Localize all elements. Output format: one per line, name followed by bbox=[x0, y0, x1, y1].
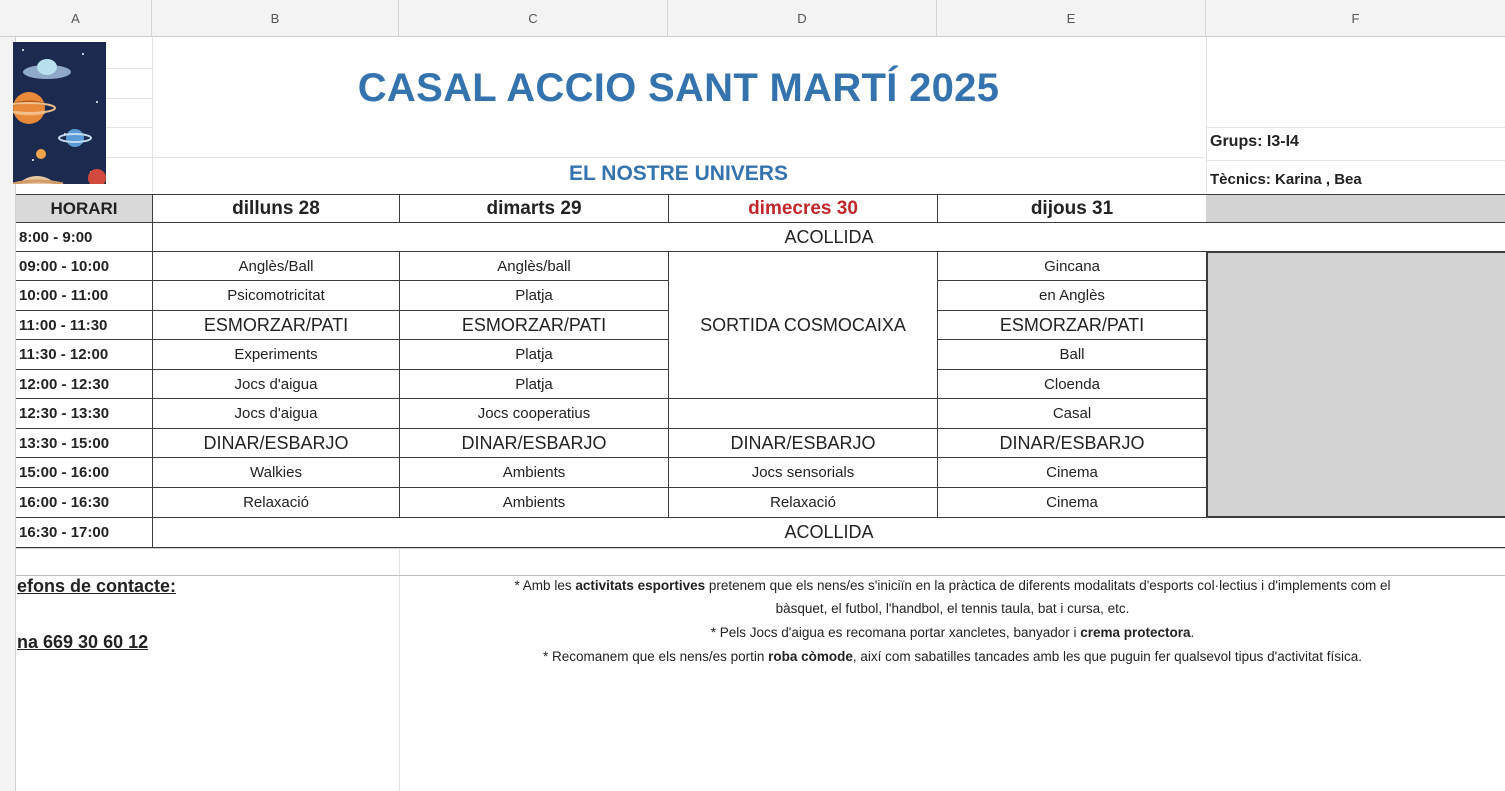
activity-cell[interactable]: Experiments bbox=[152, 339, 400, 370]
column-header-c[interactable]: C bbox=[399, 0, 668, 37]
activity-cell[interactable]: DINAR/ESBARJO bbox=[668, 428, 938, 458]
acollida-morning-cell[interactable]: ACOLLIDA bbox=[152, 222, 1505, 252]
activity-cell[interactable]: Ambients bbox=[399, 457, 669, 488]
shaded-cell[interactable] bbox=[1206, 251, 1505, 518]
grid-line bbox=[106, 157, 152, 158]
day-header-dimecres[interactable]: dimecres 30 bbox=[668, 194, 938, 223]
grid-line bbox=[16, 548, 1505, 549]
tecnics-label: Tècnics: Karina , Bea bbox=[1210, 171, 1362, 188]
grid-line bbox=[1206, 160, 1505, 161]
activity-cell[interactable]: DINAR/ESBARJO bbox=[399, 428, 669, 458]
activity-cell[interactable]: Ambients bbox=[399, 487, 669, 518]
grid-line bbox=[1206, 127, 1505, 128]
space-illustration-icon bbox=[13, 42, 106, 184]
activity-cell[interactable]: Cinema bbox=[937, 457, 1207, 488]
activity-cell[interactable]: Cinema bbox=[937, 487, 1207, 518]
activity-cell[interactable]: Gincana bbox=[937, 251, 1207, 281]
activity-cell[interactable]: Jocs d'aigua bbox=[152, 369, 400, 399]
note-sports: * Amb les activitats esportives pretenem que els nens/es s'iniciïn en la pràctica de diferents modalitats d'esports col·lectius i d'implements com el bbox=[514, 578, 1391, 593]
time-cell[interactable]: 11:30 - 12:00 bbox=[16, 339, 153, 370]
activity-cell[interactable]: Relaxació bbox=[668, 487, 938, 518]
activity-cell[interactable]: en Anglès bbox=[937, 280, 1207, 311]
time-cell[interactable]: 13:30 - 15:00 bbox=[16, 428, 153, 458]
grid-line bbox=[106, 68, 152, 69]
activity-cell[interactable]: Jocs cooperatius bbox=[399, 398, 669, 429]
activity-cell[interactable]: ESMORZAR/PATI bbox=[937, 310, 1207, 340]
time-cell[interactable]: 16:00 - 16:30 bbox=[16, 487, 153, 518]
activity-cell[interactable]: Jocs sensorials bbox=[668, 457, 938, 488]
note-water-games: * Pels Jocs d'aigua es recomana portar xancletes, banyador i crema protectora. bbox=[710, 625, 1195, 640]
page-title: CASAL ACCIO SANT MARTÍ 2025 bbox=[357, 66, 1000, 110]
column-header-d[interactable]: D bbox=[668, 0, 937, 37]
activity-cell[interactable]: Cloenda bbox=[937, 369, 1207, 399]
activity-cell[interactable]: DINAR/ESBARJO bbox=[937, 428, 1207, 458]
time-cell[interactable]: 12:30 - 13:30 bbox=[16, 398, 153, 429]
grid-line bbox=[106, 98, 152, 99]
time-cell[interactable]: 11:00 - 11:30 bbox=[16, 310, 153, 340]
space-image bbox=[13, 42, 106, 184]
activity-cell[interactable]: Anglès/ball bbox=[399, 251, 669, 281]
activity-cell[interactable]: Walkies bbox=[152, 457, 400, 488]
day-header-dilluns[interactable]: dilluns 28 bbox=[152, 194, 400, 223]
acollida-evening-cell[interactable]: ACOLLIDA bbox=[152, 517, 1505, 548]
horari-header[interactable]: HORARI bbox=[16, 194, 153, 223]
time-cell[interactable]: 8:00 - 9:00 bbox=[16, 222, 153, 252]
note-clothing: * Recomanem que els nens/es portin roba còmode, així com sabatilles tancades amb les que puguin fer qualsevol tipus d'activitat física. bbox=[543, 649, 1362, 664]
activity-cell[interactable]: Platja bbox=[399, 369, 669, 399]
column-header-f[interactable]: F bbox=[1351, 11, 1360, 26]
note-sports-cont: bàsquet, el futbol, l'handbol, el tennis taula, bat i cursa, etc. bbox=[775, 601, 1130, 616]
day-header-dijous[interactable]: dijous 31 bbox=[937, 194, 1207, 223]
activity-cell[interactable]: ESMORZAR/PATI bbox=[399, 310, 669, 340]
time-cell[interactable]: 12:00 - 12:30 bbox=[16, 369, 153, 399]
time-cell[interactable]: 10:00 - 11:00 bbox=[16, 280, 153, 311]
grid-line bbox=[152, 157, 1205, 158]
activity-cell[interactable] bbox=[668, 398, 938, 429]
activity-cell[interactable]: DINAR/ESBARJO bbox=[152, 428, 400, 458]
contact-title: efons de contacte: bbox=[17, 576, 177, 596]
contact-phone: na 669 30 60 12 bbox=[17, 632, 149, 652]
grid-line bbox=[1206, 37, 1207, 192]
grid-line bbox=[106, 127, 152, 128]
day-header-dimarts[interactable]: dimarts 29 bbox=[399, 194, 669, 223]
activity-cell[interactable]: Jocs d'aigua bbox=[152, 398, 400, 429]
page-subtitle: EL NOSTRE UNIVERS bbox=[569, 162, 788, 185]
shaded-cell[interactable] bbox=[1206, 194, 1505, 223]
time-cell[interactable]: 09:00 - 10:00 bbox=[16, 251, 153, 281]
time-cell[interactable]: 16:30 - 17:00 bbox=[16, 517, 153, 548]
activity-cell[interactable]: ESMORZAR/PATI bbox=[152, 310, 400, 340]
activity-cell[interactable]: Relaxació bbox=[152, 487, 400, 518]
sortida-cosmocaixa-cell[interactable]: SORTIDA COSMOCAIXA bbox=[668, 251, 938, 399]
activity-cell[interactable]: Psicomotricitat bbox=[152, 280, 400, 311]
column-header-b[interactable]: B bbox=[152, 0, 399, 37]
time-cell[interactable]: 15:00 - 16:00 bbox=[16, 457, 153, 488]
column-header-e[interactable]: E bbox=[937, 0, 1206, 37]
activity-cell[interactable]: Anglès/Ball bbox=[152, 251, 400, 281]
activity-cell[interactable]: Platja bbox=[399, 339, 669, 370]
groups-label: Grups: I3-I4 bbox=[1210, 133, 1299, 150]
activity-cell[interactable]: Platja bbox=[399, 280, 669, 311]
grid-line bbox=[16, 575, 1505, 576]
activity-cell[interactable]: Casal bbox=[937, 398, 1207, 429]
activity-cell[interactable]: Ball bbox=[937, 339, 1207, 370]
column-header-bar bbox=[0, 0, 1505, 37]
column-header-a[interactable]: A bbox=[0, 0, 152, 37]
